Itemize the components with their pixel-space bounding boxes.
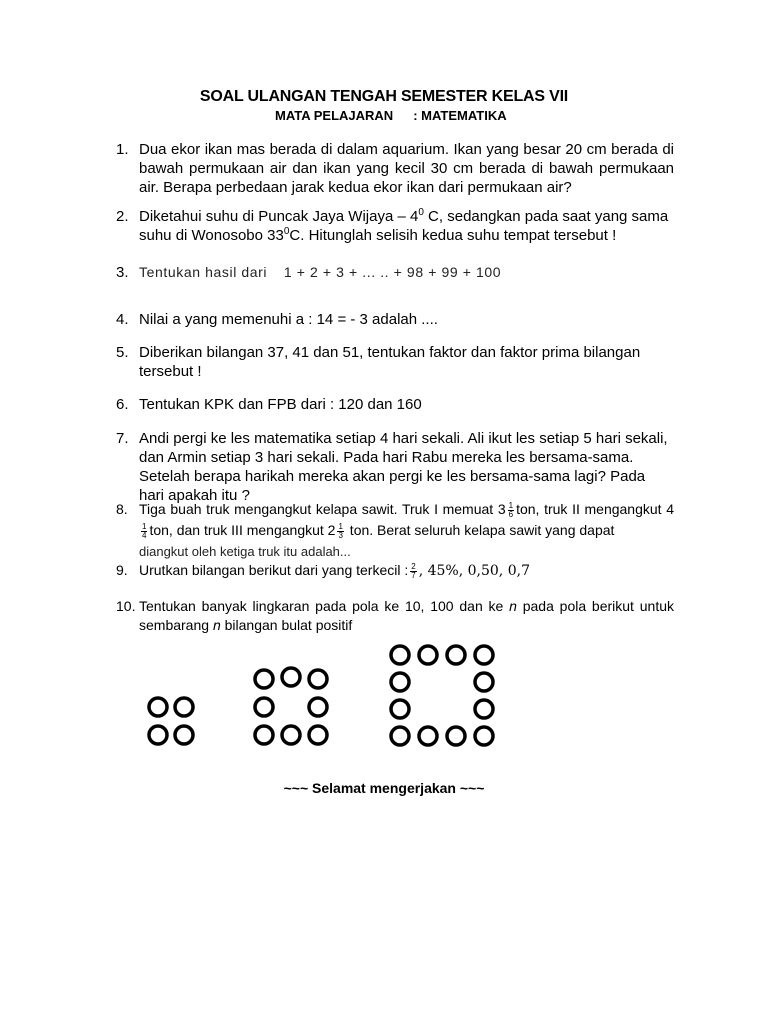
pattern-2 bbox=[255, 668, 327, 744]
question-number: 5. bbox=[116, 344, 129, 361]
pattern-circle bbox=[255, 698, 273, 716]
pattern-circle bbox=[391, 646, 409, 664]
question-number: 2. bbox=[116, 208, 129, 225]
question-number: 4. bbox=[116, 311, 129, 328]
question-7 bbox=[116, 429, 674, 505]
subject-value: : MATEMATIKA bbox=[413, 108, 507, 123]
closing-line bbox=[0, 780, 768, 796]
pattern-circle bbox=[309, 698, 327, 716]
question-5 bbox=[116, 343, 674, 381]
question-text: Tiga buah truk mengangkut kelapa sawit. Truk I memuat 3 $\frac{1}{6}$ ton, truk II mengangkut 4 $\frac{1}{4}$ ton, dan truk III mengangkut 2 $\frac{1}{3}$ ton. Berat seluruh kelapa sawit yang dapat diangkut oleh ketiga truk itu adalah... bbox=[139, 500, 674, 559]
pattern-circle bbox=[255, 726, 273, 744]
subject-label: MATA PELAJARAN bbox=[275, 108, 394, 123]
question-6 bbox=[116, 395, 674, 414]
question-text: Tentukan hasil dari 1 + 2 + 3 + ... .. + 98 + 99 + 100 bbox=[139, 264, 502, 280]
pattern-circle bbox=[475, 700, 493, 718]
pattern-3 bbox=[391, 646, 493, 745]
circle-pattern-figure bbox=[0, 630, 768, 760]
question-text: Urutkan bilangan berikut dari yang terkecil : $\frac{2}{7}$ , 45%, 0,50, 0,7 bbox=[139, 561, 530, 580]
fraction-1-3: $\frac{1}{3}$ bbox=[338, 521, 343, 540]
question-9 bbox=[116, 561, 674, 581]
question-text: Tentukan banyak lingkaran pada pola ke 10, 100 dan ke n pada pola berikut untuk sembarang n bilangan bulat positif bbox=[139, 598, 674, 633]
pattern-circle bbox=[309, 726, 327, 744]
pattern-circle bbox=[149, 726, 167, 744]
question-number: 9. bbox=[116, 562, 128, 578]
pattern-circle bbox=[255, 670, 273, 688]
pattern-circle bbox=[175, 698, 193, 716]
question-text: Diberikan bilangan 37, 41 dan 51, tentukan faktor dan faktor prima bilangan tersebut ! bbox=[139, 344, 641, 380]
question-2 bbox=[116, 207, 674, 245]
question-1 bbox=[116, 140, 674, 197]
pattern-circle bbox=[419, 727, 437, 745]
fraction-2-7: $\frac{2}{7}$ bbox=[411, 561, 416, 580]
pattern-circle bbox=[475, 727, 493, 745]
closing-tilde-left: ~~~ bbox=[283, 780, 309, 796]
pattern-circle bbox=[149, 698, 167, 716]
fraction-1-4: $\frac{1}{4}$ bbox=[142, 521, 147, 540]
question-8 bbox=[116, 499, 674, 562]
pattern-circle bbox=[282, 726, 300, 744]
pattern-circle bbox=[447, 646, 465, 664]
pattern-circle bbox=[419, 646, 437, 664]
question-number: 8. bbox=[116, 501, 128, 517]
exam-title: SOAL ULANGAN TENGAH SEMESTER KELAS VII bbox=[199, 88, 569, 105]
question-4 bbox=[116, 310, 674, 329]
pattern-circle bbox=[309, 670, 327, 688]
question-text: Diketahui suhu di Puncak Jaya Wijaya – $4^0$ C, sedangkan pada saat yang sama suhu di Wonosobo $33^0C$. Hitunglah selisih kedua suhu tempat tersebut ! bbox=[139, 207, 669, 244]
pattern-circle bbox=[175, 726, 193, 744]
pattern-circle bbox=[447, 727, 465, 745]
pattern-circle bbox=[282, 668, 300, 686]
question-3 bbox=[116, 263, 674, 282]
question-number: 6. bbox=[116, 396, 129, 413]
question-text: Nilai a yang memenuhi a : 14 = - 3 adalah .... bbox=[139, 311, 438, 328]
question-number: 10. bbox=[116, 598, 136, 614]
question-number: 1. bbox=[116, 141, 129, 158]
question-text: Dua ekor ikan mas berada di dalam aquarium. Ikan yang besar 20 cm berada di bawah permukaan air dan ikan yang kecil 30 cm berada di bawah permukaan air. Berapa perbedaan jarak kedua ekor ikan dari permukaan air? bbox=[139, 141, 674, 196]
pattern-circle bbox=[391, 673, 409, 691]
question-number: 3. bbox=[116, 264, 129, 281]
question-text: Tentukan KPK dan FPB dari : 120 dan 160 bbox=[139, 396, 422, 413]
fraction-1-6: $\frac{1}{6}$ bbox=[508, 500, 514, 519]
pattern-circle bbox=[391, 700, 409, 718]
closing-text: Selamat mengerjakan bbox=[312, 780, 456, 796]
subject-line bbox=[275, 108, 507, 123]
question-number: 7. bbox=[116, 430, 129, 447]
pattern-circle bbox=[475, 673, 493, 691]
pattern-circle bbox=[391, 727, 409, 745]
pattern-1 bbox=[149, 698, 193, 744]
pattern-circle bbox=[475, 646, 493, 664]
closing-tilde-right: ~~~ bbox=[459, 780, 485, 796]
question-text: Andi pergi ke les matematika setiap 4 hari sekali. Ali ikut les setiap 5 hari sekali, dan Armin setiap 3 hari sekali. Pada hari Rabu mereka les bersama-sama. Setelah berapa harikah mereka akan pergi ke les bersama-sama lagi? Pada hari apakah itu ? bbox=[139, 430, 668, 504]
